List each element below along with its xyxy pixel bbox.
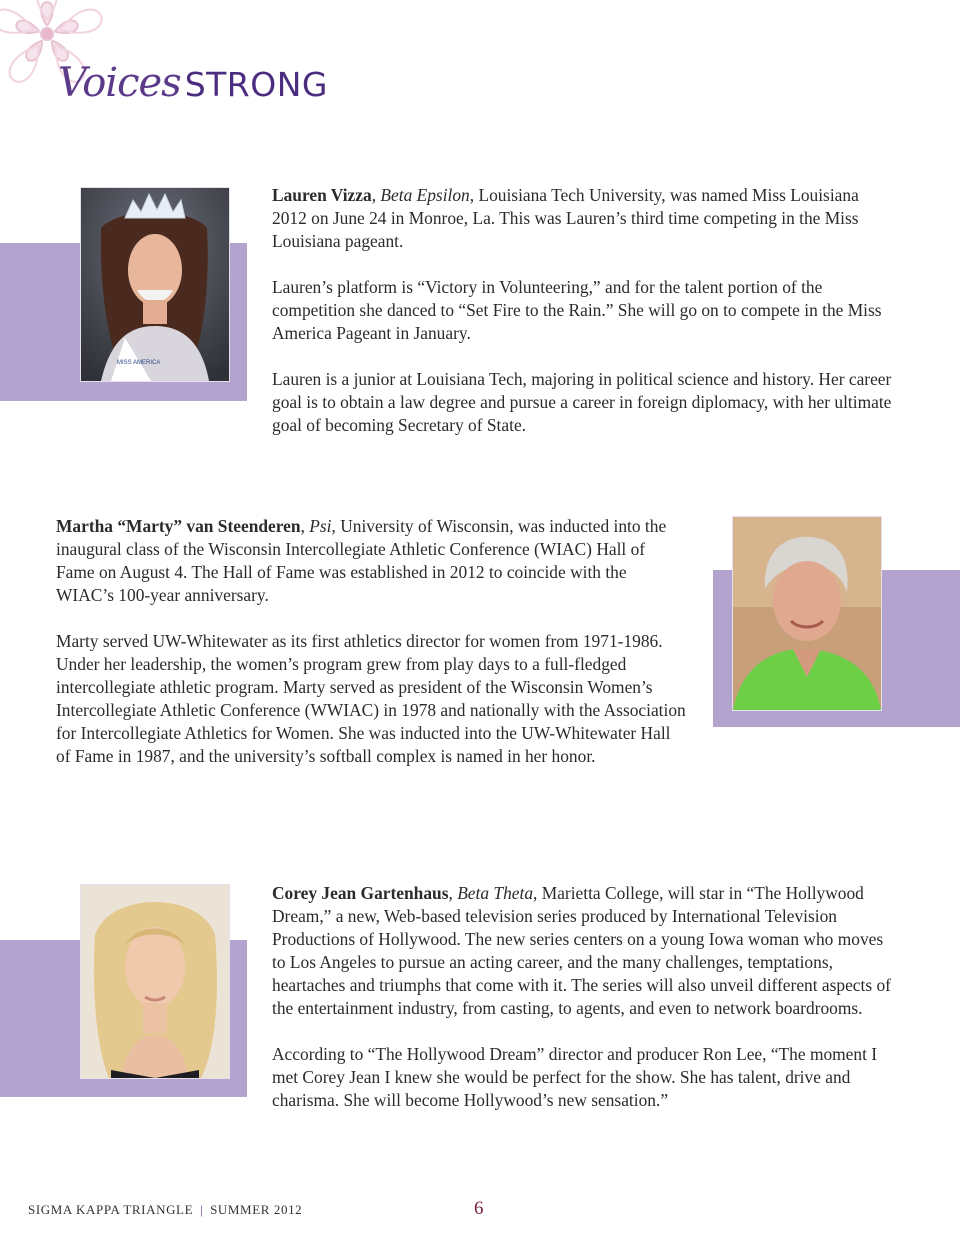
crown-sash-text: MISS AMERICA — [117, 360, 161, 366]
profile-paragraph: Louisiana Tech University, was named Miss Louisiana 2012 on June 24 in Monroe, La. This was Lauren’s third time competing in the Miss Louisiana pageant. — [272, 185, 859, 251]
profile-chapter: Psi — [309, 516, 332, 536]
profile-paragraph: According to “The Hollywood Dream” director and producer Ron Lee, “The moment I met Corey Jean I knew she would be perfect for the show. She has talent, drive and charisma. She will become Hollywood’s new sensation.” — [272, 1044, 878, 1110]
profile-marty-van-steenderen: Martha “Marty” van Steenderen, Psi, University of Wisconsin, was inducted into the inaugural class of the Wisconsin Intercollegiate Athletic Conference (WIAC) Hall of Fame on August 4. The Hall of Fame was established in 2012 to coincide with the WIAC’s 100-year anniversary. Marty served UW-Whitewater as its first athletics director for women from 1971-1986. Under her leadership, the women’s program grew from play days to a full-fledged intercollegiate athletic program. Marty served as president of the Wisconsin Women’s Intercollegiate Athletic Conference (WWIAC) in 1978 and nationally with the Association for Intercollegiate Athletics for Women. She was inducted into the UW-Whitewater Hall of Fame in 1987, and the university’s softball complex is named in her honor. — [56, 515, 688, 791]
profile-paragraph: University of Wisconsin, was inducted into the inaugural class of the Wisconsin Intercollegiate Athletic Conference (WIAC) Hall of Fame on August 4. The Hall of Fame was established in 2012 to coincide with the WIAC’s 100-year anniversary. — [56, 516, 667, 605]
footer — [28, 1202, 302, 1218]
masthead-script: Voices — [58, 60, 181, 106]
profile-name: Corey Jean Gartenhaus — [272, 883, 449, 903]
profile-lauren-vizza: Lauren Vizza, Beta Epsilon, Louisiana Tech University, was named Miss Louisiana 2012 on June 24 in Monroe, La. This was Lauren’s third time competing in the Miss Louisiana pageant. Lauren’s platform is “Victory in Volunteering,” and for the talent portion of the competition she danced to “Set Fire to the Rain.” She will go on to compete in the Miss America Pageant in January. Lauren is a junior at Louisiana Tech, majoring in political science and history. Her career goal is to obtain a law degree and pursue a career in foreign diplomacy, with her ultimate goal of becoming Secretary of State. — [272, 185, 892, 435]
profile-name: Martha “Marty” van Steenderen — [56, 516, 301, 536]
profile-paragraph: Lauren’s platform is “Victory in Volunteering,” and for the talent portion of the competition she danced to “Set Fire to the Rain.” She will go on to compete in the Miss America Pageant in January. — [272, 277, 882, 343]
footer-publication: SIGMA KAPPA TRIANGLE — [28, 1202, 194, 1217]
footer-issue: SUMMER 2012 — [210, 1202, 303, 1217]
profile-chapter: Beta Theta — [457, 883, 534, 903]
profile-paragraph: Marty served UW-Whitewater as its first athletics director for women from 1971-1986. Under her leadership, the women’s program grew from play days to a full-fledged intercollegiate athletic program. Marty served as president of the Wisconsin Women’s Intercollegiate Athletic Conference (WWIAC) in 1978 and nationally with the Association for Intercollegiate Athletics for Women. She was inducted into the UW-Whitewater Hall of Fame in 1987, and the university’s softball complex is named in her honor. — [56, 631, 686, 766]
masthead-caps: STRONG — [184, 65, 328, 104]
profile-name: Lauren Vizza — [272, 185, 372, 205]
profile-paragraph: Lauren is a junior at Louisiana Tech, majoring in political science and history. Her career goal is to obtain a law degree and pursue a career in foreign diplomacy, with her ultimate goal of becoming Secretary of State. — [272, 369, 892, 435]
profile-chapter: Beta Epsilon — [380, 185, 470, 205]
photo-lauren-vizza — [80, 187, 230, 382]
page-number: 6 — [474, 1198, 484, 1219]
profile-corey-jean-gartenhaus: Corey Jean Gartenhaus, Beta Theta, Marietta College, will star in “The Hollywood Dream,” a new, Web-based television series produced by International Television Productions of Hollywood. The new series centers on a young Iowa woman who moves to Los Angeles to pursue an acting career, and the many challenges, temptations, heartaches and triumphs that come with it. The series will also unveil different aspects of the entertainment industry, from casting, to agents, and even to network boardrooms. According to “The Hollywood Dream” director and producer Ron Lee, “The moment I met Corey Jean I knew she would be perfect for the show. She has talent, drive and charisma. She will become Hollywood’s new sensation.” — [272, 883, 891, 1110]
photo-corey-jean-gartenhaus — [80, 884, 230, 1079]
masthead — [58, 60, 328, 106]
photo-marty-van-steenderen — [732, 516, 882, 711]
footer-separator: | — [200, 1202, 204, 1217]
profile-paragraph: Marietta College, will star in “The Hollywood Dream,” a new, Web-based television series produced by International Television Productions of Hollywood. The new series centers on a young Iowa woman who moves to Los Angeles to pursue an acting career, and the many challenges, temptations, heartaches and triumphs that come with it. The series will also unveil different aspects of the entertainment industry, from casting, to agents, and even to network boardrooms. — [272, 883, 891, 1018]
